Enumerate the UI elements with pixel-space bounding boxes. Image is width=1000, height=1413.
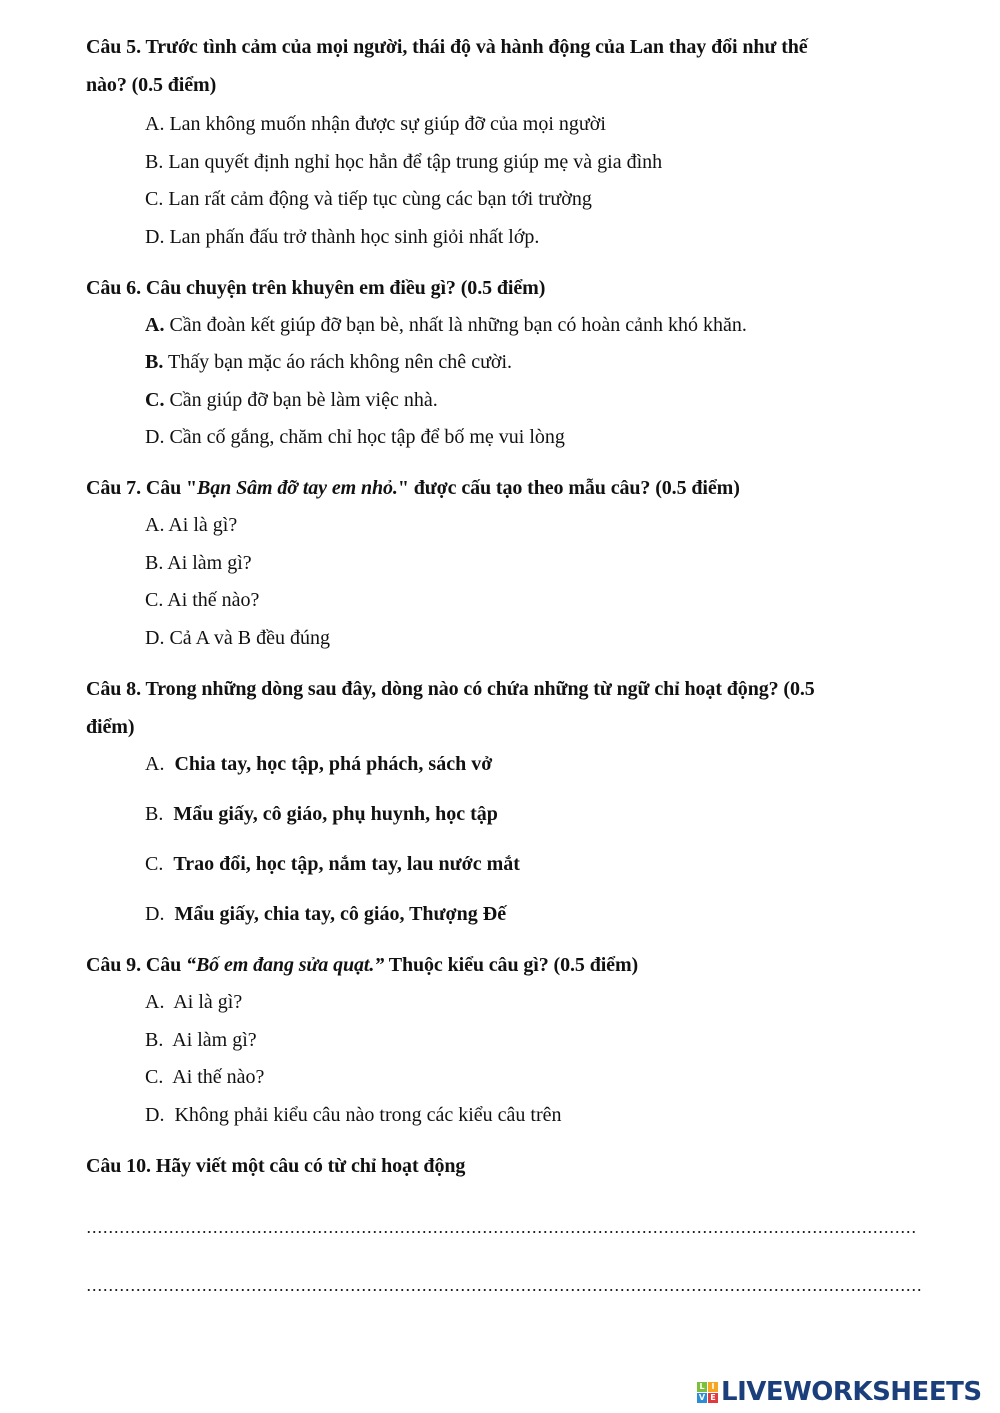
question-9-option-a[interactable] (145, 989, 905, 1015)
question-8-option-d[interactable] (145, 901, 905, 927)
option-label: B. (145, 552, 164, 574)
question-9-option-d[interactable] (145, 1102, 905, 1128)
option-label: D. (145, 426, 165, 448)
option-text: Không phải kiểu câu nào trong các kiểu câu trên (174, 1104, 562, 1126)
option-label: D. (145, 1104, 165, 1126)
question-7-option-b[interactable] (145, 550, 905, 576)
option-text: Cần cố gắng, chăm chỉ học tập để bố mẹ vui lòng (169, 426, 565, 448)
logo-text: LIVEWORKSHEETS (721, 1377, 982, 1407)
question-7-option-d[interactable] (145, 625, 905, 651)
option-label: C. (145, 389, 165, 411)
liveworksheets-logo (697, 1379, 982, 1405)
question-5-title (86, 28, 906, 104)
option-text: Ai thế nào? (172, 1066, 265, 1088)
question-8-option-c[interactable] (145, 851, 905, 877)
question-9-option-c[interactable] (145, 1064, 905, 1090)
option-text: Cả A và B đều đúng (169, 627, 330, 649)
option-text: Lan phấn đấu trở thành học sinh giỏi nhất lớp. (169, 226, 540, 248)
title-suffix: " được cấu tạo theo mẫu câu? (0.5 điểm) (397, 477, 740, 499)
question-6-option-d[interactable] (145, 424, 905, 450)
option-text: Lan không muốn nhận được sự giúp đỡ của mọi người (169, 113, 606, 135)
option-label: B. (145, 803, 164, 825)
question-5-option-d[interactable] (145, 224, 905, 250)
option-text: Mẩu giấy, chia tay, cô giáo, Thượng Đế (174, 903, 507, 925)
question-8-option-a[interactable] (145, 751, 905, 777)
logo-letter-v: V (698, 1392, 706, 1402)
question-7-option-c[interactable] (145, 587, 905, 613)
option-text: Cần đoàn kết giúp đỡ bạn bè, nhất là những bạn có hoàn cảnh khó khăn. (169, 314, 747, 336)
logo-letter-i: I (708, 1382, 718, 1392)
option-label: B. (145, 151, 164, 173)
question-8-title-line-1: Câu 8. Trong những dòng sau đây, dòng nào có chứa những từ ngữ chỉ hoạt động? (0.5 (86, 678, 815, 700)
option-label: D. (145, 903, 165, 925)
option-label: A. (145, 314, 165, 336)
example-sentence: “Bố em đang sửa quạt.” (186, 954, 385, 976)
option-label: D. (145, 627, 165, 649)
option-text: Ai là gì? (173, 991, 243, 1013)
logo-letter-e: E (708, 1393, 718, 1403)
option-text: Lan quyết định nghỉ học hẳn để tập trung giúp mẹ và gia đình (168, 151, 663, 173)
option-text: Ai làm gì? (172, 1029, 257, 1051)
question-6-option-c[interactable] (145, 387, 905, 413)
option-text: Lan rất cảm động và tiếp tục cùng các bạn tới trường (168, 188, 592, 210)
question-5-title-line-2: nào? (0.5 điểm) (86, 74, 217, 96)
question-8-option-b[interactable] (145, 801, 905, 827)
example-sentence: Bạn Sâm đỡ tay em nhỏ. (197, 477, 398, 499)
title-prefix: Câu 7. Câu " (86, 477, 198, 499)
answer-line-2[interactable] (86, 1288, 922, 1292)
live-blocks-icon (697, 1382, 718, 1403)
option-text: Chia tay, học tập, phá phách, sách vở (174, 753, 493, 775)
question-5-option-b[interactable] (145, 149, 905, 175)
question-7-title (86, 469, 906, 507)
question-9-option-b[interactable] (145, 1027, 905, 1053)
option-text: Ai là gì? (168, 514, 238, 536)
option-text: Cần giúp đỡ bạn bè làm việc nhà. (169, 389, 438, 411)
question-6-option-a[interactable] (145, 312, 905, 338)
question-7-option-a[interactable] (145, 512, 905, 538)
option-label: B. (145, 351, 164, 373)
option-text: Mẩu giấy, cô giáo, phụ huynh, học tập (173, 803, 498, 825)
option-label: A. (145, 991, 165, 1013)
option-text: Ai thế nào? (167, 589, 260, 611)
option-text: Trao đổi, học tập, nắm tay, lau nước mắt (173, 853, 520, 875)
option-label: C. (145, 589, 164, 611)
question-5-title-line-1: Câu 5. Trước tình cảm của mọi người, thái độ và hành động của Lan thay đổi như thế (86, 36, 808, 58)
option-label: A. (145, 514, 165, 536)
option-text: Ai làm gì? (167, 552, 252, 574)
question-8-title (86, 670, 906, 746)
question-8-title-line-2: điểm) (86, 716, 135, 738)
option-label: C. (145, 853, 164, 875)
option-label: A. (145, 753, 165, 775)
logo-letter-l: L (697, 1382, 707, 1392)
question-9-title (86, 946, 906, 984)
answer-line-1[interactable] (86, 1230, 917, 1234)
question-5-option-a[interactable] (145, 111, 905, 137)
title-suffix: Thuộc kiểu câu gì? (0.5 điểm) (384, 954, 639, 976)
option-text: Thấy bạn mặc áo rách không nên chê cười. (167, 351, 513, 373)
option-label: D. (145, 226, 165, 248)
question-5-option-c[interactable] (145, 186, 905, 212)
option-label: B. (145, 1029, 164, 1051)
question-6-option-b[interactable] (145, 349, 905, 375)
title-prefix: Câu 9. Câu (86, 954, 187, 976)
option-label: C. (145, 1066, 164, 1088)
option-label: C. (145, 188, 164, 210)
question-6-title: Câu 6. Câu chuyện trên khuyên em điều gì? (0.5 điểm) (86, 277, 546, 299)
question-10-title: Câu 10. Hãy viết một câu có từ chỉ hoạt động (86, 1155, 466, 1177)
option-label: A. (145, 113, 165, 135)
